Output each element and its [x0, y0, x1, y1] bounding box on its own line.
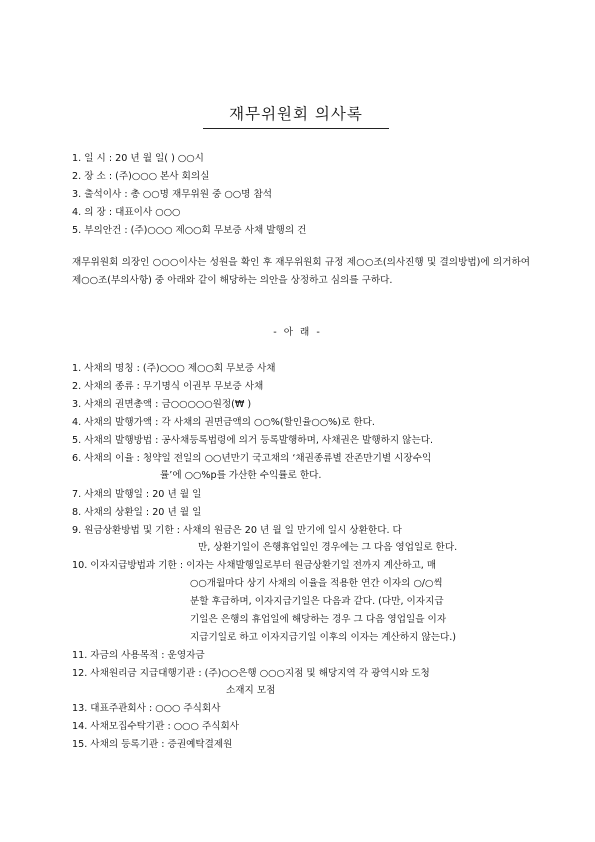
item-13: 13. 대표주관회사 : ○○○ 주식회사 [72, 703, 221, 714]
item-10-line-4: 기일은 은행의 휴업일에 해당하는 경우 그 다음 영업일을 이자 [190, 614, 447, 625]
header-item-place: 2. 장 소 : (주)○○○ 본사 회의실 [72, 171, 210, 182]
item-2: 2. 사채의 종류 : 무기명식 이권부 무보증 사채 [72, 381, 264, 392]
item-10-line-5: 지급기일로 하고 이자지급기일 이후의 이자는 계산하지 않는다.) [190, 632, 457, 643]
item-10: 10. 이자지급방법과 기한 : 이자는 사채발행일로부터 원금상환기일 전까지 계산하고, 매 [72, 560, 437, 571]
item-1: 1. 사채의 명칭 : (주)○○○ 제○○회 무보증 사채 [72, 363, 276, 374]
header-item-attendance: 3. 출석이사 : 총 ○○명 재무위원 중 ○○명 참석 [72, 189, 273, 200]
item-10-line-3: 분할 후급하며, 이자지급기일은 다음과 같다. (다만, 이자지급 [190, 596, 444, 607]
item-10-line-2: ○○개월마다 상기 사채의 이율을 적용한 연간 이자의 ○/○씩 [190, 578, 443, 589]
item-6-continued: 률’에 ○○%p를 가산한 수익률로 한다. [160, 470, 322, 481]
title-underline [203, 128, 389, 129]
item-9-continued: 만, 상환기일이 은행휴업일인 경우에는 그 다음 영업일로 한다. [198, 542, 458, 553]
item-7: 7. 사채의 발행일 : 20 년 월 일 [72, 489, 202, 500]
item-4: 4. 사채의 발행가액 : 각 사채의 권면금액의 ○○%(할인율○○%)로 한다. [72, 417, 375, 428]
header-item-chair: 4. 의 장 : 대표이사 ○○○ [72, 207, 181, 218]
item-6: 6. 사채의 이율 : 청약일 전일의 ○○년만기 국고채의 ‘채권종류별 잔존만기별 시장수익 [72, 453, 432, 464]
header-item-date: 1. 일 시 : 20 년 월 일( ) ○○시 [72, 153, 204, 164]
intro-text: 재무위원회 의장인 ○○○이사는 성원을 확인 후 재무위원회 규정 제○○조(의사진행 및 결의방법)에 의거하여 제○○조(부의사항) 중 아래와 같이 해당하는 의안을 상정하고 심의를 구하다. [72, 257, 530, 286]
item-9: 9. 원금상환방법 및 기한 : 사채의 원금은 20 년 월 일 만기에 일시 상환한다. 다 [72, 525, 402, 536]
item-12-continued: 소재지 모점 [226, 685, 276, 696]
item-5: 5. 사채의 발행방법 : 공사채등록법령에 의거 등록발행하며, 사채권은 발행하지 않는다. [72, 435, 434, 446]
intro-paragraph [72, 254, 530, 290]
item-15: 15. 사채의 등록기관 : 증권예탁결제원 [72, 739, 233, 750]
item-14: 14. 사채모집수탁기관 : ○○○ 주식회사 [72, 721, 240, 732]
document-title: 재무위원회 의사록 [229, 105, 363, 123]
header-item-agenda: 5. 부의안건 : (주)○○○ 제○○회 무보증 사채 발행의 건 [72, 225, 307, 236]
item-8: 8. 사채의 상환일 : 20 년 월 일 [72, 507, 202, 518]
item-12: 12. 사채원리금 지급대행기관 : (주)○○은행 ○○○지점 및 해당지역 각 광역시와 도청 [72, 668, 430, 679]
section-mark: - 아 래 - [273, 327, 322, 338]
item-3: 3. 사채의 권면총액 : 금○○○○○원정(₩ ) [72, 399, 252, 410]
item-11: 11. 자금의 사용목적 : 운영자금 [72, 650, 205, 661]
